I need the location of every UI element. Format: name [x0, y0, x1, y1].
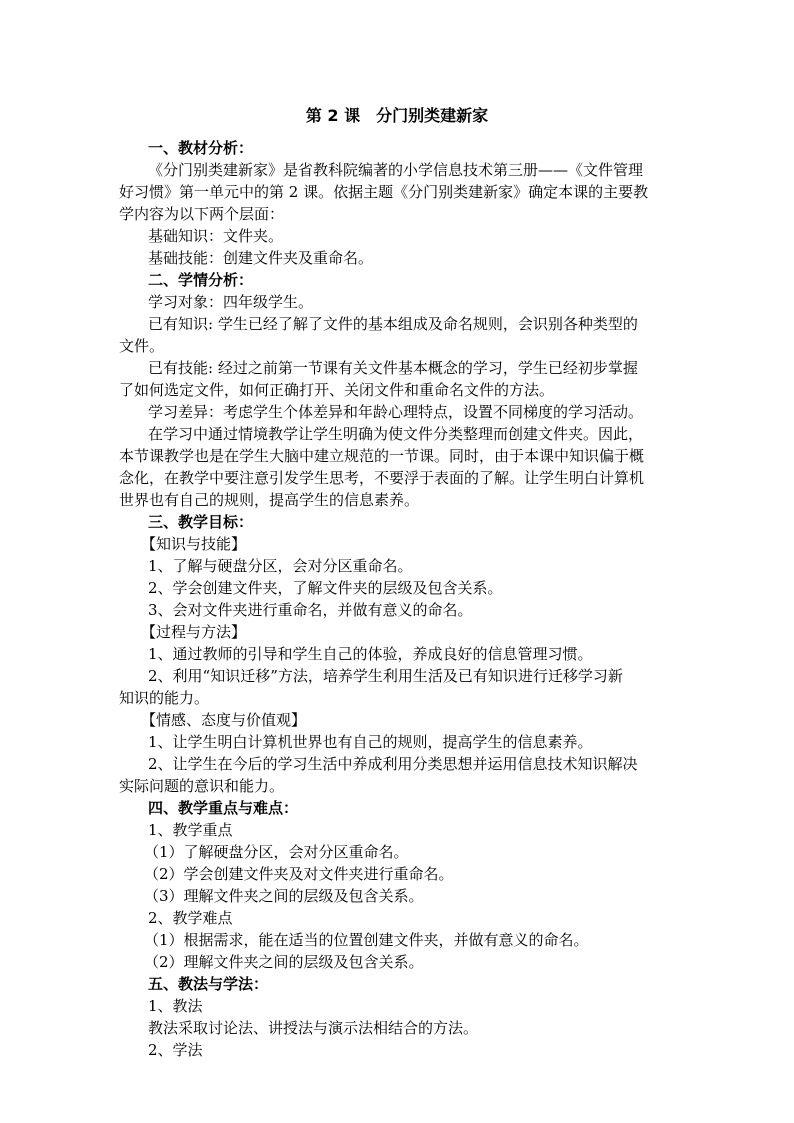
subheading-difficulties: 2、教学难点 — [148, 909, 233, 927]
paragraph-line: 已有知识: 学生已经了解了文件的基本组成及命名规则，会识别各种类型的 — [148, 315, 638, 333]
paragraph-line: 念化，在教学中要注意引发学生思考，不要浮于表面的了解。让学生明白计算机 — [119, 469, 645, 487]
paragraph-line: 了如何选定文件，如何正确打开、关闭文件和重命名文件的方法。 — [119, 381, 555, 399]
paragraph-line: 本节课教学也是在学生大脑中建立规范的一节课。同时，由于本课中知识偏于概 — [119, 447, 645, 465]
list-item: （2）学会创建文件夹及对文件夹进行重命名。 — [144, 865, 454, 883]
section-heading-methods: 五、教法与学法： — [148, 975, 269, 993]
list-item: 3、会对文件夹进行重命名，并做有意义的命名。 — [148, 601, 473, 619]
subheading-learning-method: 2、学法 — [148, 1041, 203, 1059]
list-item: 1、通过教师的引导和学生自己的体验，养成良好的信息管理习惯。 — [148, 645, 593, 663]
paragraph-line: 教法采取讨论法、讲授法与演示法相结合的方法。 — [148, 1019, 479, 1037]
subheading-knowledge-skills: 【知识与技能】 — [141, 535, 247, 553]
section-heading-key-points: 四、教学重点与难点： — [148, 799, 299, 817]
list-item: （1）了解硬盘分区，会对分区重命名。 — [144, 843, 409, 861]
list-item-continuation: 知识的能力。 — [119, 689, 210, 707]
paragraph-line: 学习差异：考虑学生个体差异和年龄心理特点，设置不同梯度的学习活动。 — [148, 403, 644, 421]
list-item: （2）理解文件夹之间的层级及包含关系。 — [144, 953, 424, 971]
list-item: 2、利用“知识迁移”方法，培养学生利用生活及已有知识进行迁移学习新 — [148, 667, 623, 685]
subheading-emotion-values: 【情感、态度与价值观】 — [141, 711, 307, 729]
paragraph-line: 好习惯》第一单元中的第 2 课。依据主题《分门别类建新家》确定本课的主要教 — [119, 183, 649, 201]
list-item: 1、让学生明白计算机世界也有自己的规则，提高学生的信息素养。 — [148, 733, 593, 751]
paragraph-line: 基础技能：创建文件夹及重命名。 — [148, 249, 374, 267]
section-heading-student-analysis: 二、学情分析： — [148, 271, 254, 289]
section-heading-teaching-goals: 三、教学目标： — [148, 513, 254, 531]
subheading-process-methods: 【过程与方法】 — [141, 623, 247, 641]
subheading-teaching-method: 1、教法 — [148, 997, 203, 1015]
section-heading-textbook-analysis: 一、教材分析： — [148, 139, 254, 157]
subheading-key-points: 1、教学重点 — [148, 821, 233, 839]
paragraph-line: 基础知识：文件夹。 — [148, 227, 284, 245]
page-title: 第 2 课 分门别类建新家 — [305, 106, 489, 125]
paragraph-line: 《分门别类建新家》是省教科院编著的小学信息技术第三册——《文件管理 — [148, 161, 644, 179]
paragraph-line: 学内容为以下两个层面： — [119, 205, 285, 223]
list-item: （1）根据需求，能在适当的位置创建文件夹，并做有意义的命名。 — [144, 931, 589, 949]
list-item: （3）理解文件夹之间的层级及包含关系。 — [144, 887, 424, 905]
list-item: 2、学会创建文件夹，了解文件夹的层级及包含关系。 — [148, 579, 503, 597]
list-item-continuation: 实际问题的意识和能力。 — [119, 777, 285, 795]
paragraph-line: 学习对象：四年级学生。 — [148, 293, 314, 311]
document-body — [119, 137, 675, 1061]
paragraph-line: 世界也有自己的规则，提高学生的信息素养。 — [119, 491, 420, 509]
paragraph-line: 在学习中通过情境教学让学生明确为使文件分类整理而创建文件夹。因此， — [148, 425, 644, 443]
list-item: 2、让学生在今后的学习生活中养成利用分类思想并运用信息技术知识解决 — [148, 755, 638, 773]
paragraph-line: 文件。 — [119, 337, 165, 355]
list-item: 1、了解与硬盘分区，会对分区重命名。 — [148, 557, 413, 575]
paragraph-line: 已有技能: 经过之前第一节课有关文件基本概念的学习，学生已经初步掌握 — [148, 359, 638, 377]
